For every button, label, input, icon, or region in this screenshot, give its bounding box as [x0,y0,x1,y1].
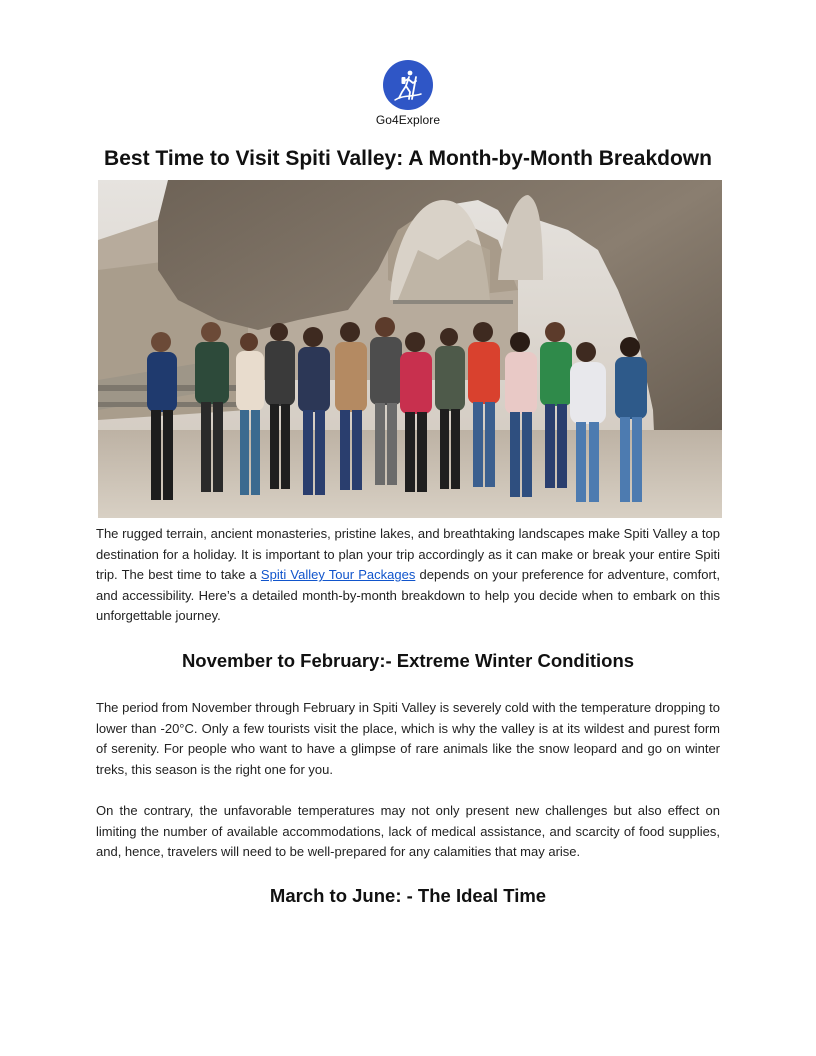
brand-name: Go4Explore [375,113,441,127]
page-title: Best Time to Visit Spiti Valley: A Month-by-Month Breakdown [104,147,712,170]
section-heading-march-june: March to June: - The Ideal Time [269,885,547,906]
spiti-tour-packages-link[interactable]: Spiti Valley Tour Packages [260,567,416,583]
intro-text-before-link: The rugged terrain, ancient monasteries, pristine lakes, and breathtaking landscapes make Spiti Valley a top destination for a holiday. It is important to plan your trip accordingly as it can make or break your entire Spiti trip. The best time to take a [96,526,720,583]
hiker-logo-icon [382,59,434,111]
intro-paragraph [96,524,720,627]
group-photo-illustration [98,180,722,518]
winter-paragraph-2: On the contrary, the unfavorable temperatures may not only present new challenges but also effect on limiting the number of available accommodations, lack of medical assistance, and scarcity of food supplies, and, hence, travelers will need to be well-prepared for any calamities that may arise. [96,803,720,860]
section-heading-winter: November to February:- Extreme Winter Conditions [181,650,635,671]
winter-paragraph-1: The period from November through February in Spiti Valley is severely cold with the temperature dropping to lower than -20°C. Only a few tourists visit the place, which is why the valley is at its wildest and purest form of serenity. For people who want to have a glimpse of rare animals like the snow leopard and go on winter treks, this season is the right one for you. [96,700,720,777]
brand-logo [0,59,816,129]
intro-text-after-link: depends on your preference for adventure, comfort, and accessibility. Here’s a detailed month-by-month breakdown to help you decide when to embark on this unforgettable journey. [96,567,720,624]
hero-photo [98,180,722,518]
